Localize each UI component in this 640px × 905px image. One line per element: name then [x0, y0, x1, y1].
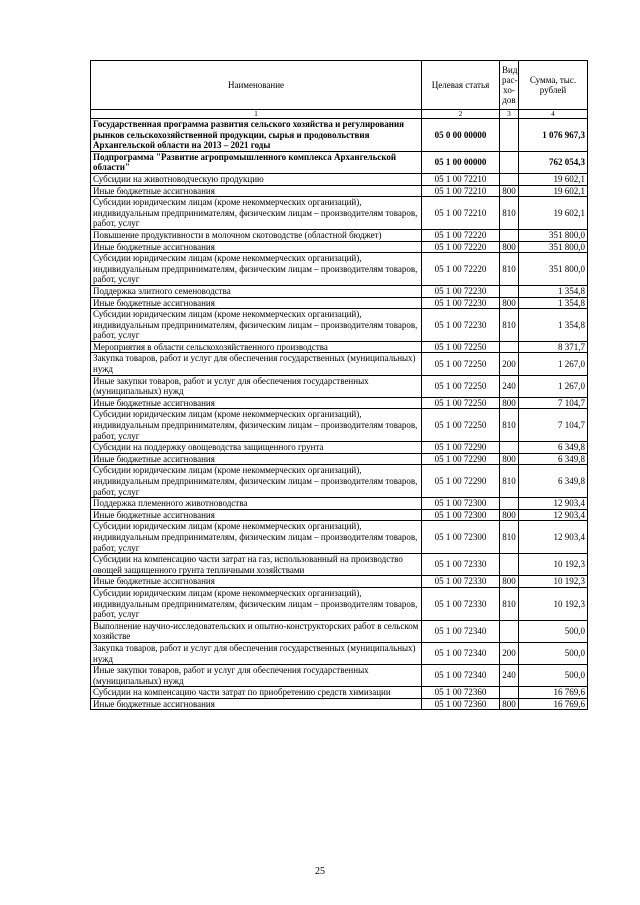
row-type [500, 173, 519, 185]
row-type [500, 151, 519, 173]
row-code: 05 1 00 72210 [422, 173, 500, 185]
row-name: Иные бюджетные ассигнования [91, 185, 422, 197]
row-name: Поддержка племенного животноводства [91, 498, 422, 510]
page-number: 25 [315, 866, 325, 877]
column-number: 3 [500, 110, 519, 119]
table-row [91, 375, 588, 397]
table-row [91, 341, 588, 353]
row-type: 800 [500, 576, 519, 588]
row-sum: 1 354,8 [519, 285, 588, 297]
table-row [91, 587, 588, 620]
header-row [91, 61, 588, 110]
table-row [91, 521, 588, 554]
row-sum: 19 602,1 [519, 173, 588, 185]
row-name: Государственная программа развития сельского хозяйства и регулирования рынков сельскохозяйственной продукции, сырья и продовольствия Архангельской области на 2013 – 2021 годы [91, 119, 422, 152]
row-code: 05 1 00 72340 [422, 620, 500, 642]
table-row [91, 309, 588, 342]
row-sum: 6 349,8 [519, 453, 588, 465]
row-name: Субсидии юридическим лицам (кроме некоммерческих организаций), индивидуальным предпринимателям, физическим лицам – производителям товаров, работ, услуг [91, 197, 422, 230]
row-code: 05 1 00 72220 [422, 253, 500, 286]
row-code: 05 1 00 72360 [422, 698, 500, 710]
row-type [500, 687, 519, 699]
row-sum: 351 800,0 [519, 253, 588, 286]
row-code: 05 1 00 72250 [422, 375, 500, 397]
table-row [91, 576, 588, 588]
table-row [91, 409, 588, 442]
row-sum: 1 267,0 [519, 375, 588, 397]
row-code: 05 1 00 72230 [422, 309, 500, 342]
row-sum: 7 104,7 [519, 397, 588, 409]
table-row [91, 442, 588, 454]
table-row [91, 698, 588, 710]
row-code: 05 1 00 72230 [422, 297, 500, 309]
row-name: Иные бюджетные ассигнования [91, 241, 422, 253]
row-name: Закупка товаров, работ и услуг для обеспечения государственных (муниципальных) нужд [91, 353, 422, 375]
row-code: 05 1 00 72250 [422, 353, 500, 375]
row-name: Субсидии юридическим лицам (кроме некоммерческих организаций), индивидуальным предпринимателям, физическим лицам – производителям товаров, работ, услуг [91, 587, 422, 620]
table-row [91, 185, 588, 197]
row-type [500, 498, 519, 510]
row-type [500, 229, 519, 241]
table-row [91, 397, 588, 409]
row-name: Иные бюджетные ассигнования [91, 297, 422, 309]
row-sum: 1 076 967,3 [519, 119, 588, 152]
row-name: Субсидии юридическим лицам (кроме некоммерческих организаций), индивидуальным предпринимателям, физическим лицам – производителям товаров, работ, услуг [91, 309, 422, 342]
table-row [91, 554, 588, 576]
row-code: 05 1 00 72290 [422, 453, 500, 465]
header-sum: Сумма, тыс. рублей [519, 61, 588, 110]
row-code: 05 1 00 72300 [422, 509, 500, 521]
row-type [500, 341, 519, 353]
row-name: Субсидии на компенсацию части затрат по приобретению средств химизации [91, 687, 422, 699]
row-name: Субсидии на животноводческую продукцию [91, 173, 422, 185]
row-name: Иные бюджетные ассигнования [91, 576, 422, 588]
row-type: 800 [500, 397, 519, 409]
row-name: Субсидии на компенсацию части затрат на газ, использованный на производство овощей защищенного грунта тепличными хозяйствами [91, 554, 422, 576]
row-name: Повышение продуктивности в молочном скотоводстве (областной бюджет) [91, 229, 422, 241]
row-type: 800 [500, 698, 519, 710]
column-number: 1 [91, 110, 422, 119]
row-code: 05 1 00 00000 [422, 151, 500, 173]
row-type: 800 [500, 509, 519, 521]
row-sum: 762 054,3 [519, 151, 588, 173]
table-row [91, 620, 588, 642]
row-type [500, 554, 519, 576]
column-number: 4 [519, 110, 588, 119]
row-sum: 500,0 [519, 665, 588, 687]
table-row [91, 453, 588, 465]
row-type [500, 285, 519, 297]
row-code: 05 1 00 72250 [422, 341, 500, 353]
row-name: Поддержка элитного семеноводства [91, 285, 422, 297]
row-code: 05 1 00 72250 [422, 409, 500, 442]
row-name: Подпрограмма "Развитие агропромышленного комплекса Архангельской области" [91, 151, 422, 173]
row-name: Субсидии юридическим лицам (кроме некоммерческих организаций), индивидуальным предпринимателям, физическим лицам – производителям товаров, работ, услуг [91, 465, 422, 498]
row-sum: 19 602,1 [519, 185, 588, 197]
table-row [91, 509, 588, 521]
row-code: 05 1 00 72250 [422, 397, 500, 409]
header-code: Целевая статья [422, 61, 500, 110]
row-code: 05 1 00 72290 [422, 465, 500, 498]
row-name: Субсидии юридическим лицам (кроме некоммерческих организаций), индивидуальным предпринимателям, физическим лицам – производителям товаров, работ, услуг [91, 409, 422, 442]
row-name: Иные бюджетные ассигнования [91, 509, 422, 521]
row-name: Субсидии юридическим лицам (кроме некоммерческих организаций), индивидуальным предпринимателям, физическим лицам – производителям товаров, работ, услуг [91, 521, 422, 554]
row-type: 800 [500, 241, 519, 253]
table-row [91, 297, 588, 309]
table-row [91, 353, 588, 375]
row-name: Иные бюджетные ассигнования [91, 453, 422, 465]
table-row [91, 229, 588, 241]
table-row [91, 119, 588, 152]
row-sum: 16 769,6 [519, 698, 588, 710]
table-row [91, 151, 588, 173]
row-name: Субсидии на поддержку овощеводства защищенного грунта [91, 442, 422, 454]
row-type: 240 [500, 665, 519, 687]
row-sum: 10 192,3 [519, 576, 588, 588]
row-type [500, 119, 519, 152]
row-code: 05 1 00 72290 [422, 442, 500, 454]
row-type: 810 [500, 309, 519, 342]
table-row [91, 253, 588, 286]
row-sum: 351 800,0 [519, 229, 588, 241]
row-code: 05 1 00 72300 [422, 498, 500, 510]
table-row [91, 241, 588, 253]
row-name: Иные бюджетные ассигнования [91, 698, 422, 710]
table-row [91, 285, 588, 297]
row-code: 05 1 00 72330 [422, 554, 500, 576]
row-type: 800 [500, 453, 519, 465]
row-sum: 500,0 [519, 642, 588, 664]
row-sum: 1 354,8 [519, 309, 588, 342]
row-sum: 6 349,8 [519, 442, 588, 454]
row-code: 05 1 00 72220 [422, 241, 500, 253]
header-name: Наименование [91, 61, 422, 110]
table-row [91, 665, 588, 687]
row-code: 05 1 00 72220 [422, 229, 500, 241]
column-number-row [91, 110, 588, 119]
row-type: 800 [500, 297, 519, 309]
table-row [91, 642, 588, 664]
row-sum: 12 903,4 [519, 521, 588, 554]
row-sum: 19 602,1 [519, 197, 588, 230]
row-sum: 500,0 [519, 620, 588, 642]
row-type: 810 [500, 253, 519, 286]
row-name: Выполнение научно-исследовательских и опытно-конструкторских работ в сельском хозяйстве [91, 620, 422, 642]
row-name: Иные закупки товаров, работ и услуг для обеспечения государственных (муниципальных) нужд [91, 665, 422, 687]
row-code: 05 1 00 72340 [422, 642, 500, 664]
row-sum: 7 104,7 [519, 409, 588, 442]
row-sum: 12 903,4 [519, 498, 588, 510]
row-type: 810 [500, 465, 519, 498]
header-type: Вид рас-хо-дов [500, 61, 519, 110]
row-type: 200 [500, 642, 519, 664]
budget-table [90, 60, 588, 710]
row-name: Иные закупки товаров, работ и услуг для обеспечения государственных (муниципальных) нужд [91, 375, 422, 397]
row-type: 240 [500, 375, 519, 397]
row-type [500, 620, 519, 642]
row-name: Субсидии юридическим лицам (кроме некоммерческих организаций), индивидуальным предпринимателям, физическим лицам – производителям товаров, работ, услуг [91, 253, 422, 286]
row-type: 810 [500, 197, 519, 230]
row-code: 05 0 00 00000 [422, 119, 500, 152]
table-row [91, 498, 588, 510]
row-code: 05 1 00 72300 [422, 521, 500, 554]
table-row [91, 173, 588, 185]
row-code: 05 1 00 72330 [422, 576, 500, 588]
row-sum: 351 800,0 [519, 241, 588, 253]
row-code: 05 1 00 72210 [422, 197, 500, 230]
row-sum: 16 769,6 [519, 687, 588, 699]
row-name: Иные бюджетные ассигнования [91, 397, 422, 409]
row-code: 05 1 00 72330 [422, 587, 500, 620]
row-type: 810 [500, 587, 519, 620]
row-name: Закупка товаров, работ и услуг для обеспечения государственных (муниципальных) нужд [91, 642, 422, 664]
row-sum: 12 903,4 [519, 509, 588, 521]
row-sum: 1 354,8 [519, 297, 588, 309]
row-type: 800 [500, 185, 519, 197]
row-type [500, 442, 519, 454]
row-type: 810 [500, 521, 519, 554]
row-code: 05 1 00 72230 [422, 285, 500, 297]
row-sum: 10 192,3 [519, 587, 588, 620]
row-sum: 1 267,0 [519, 353, 588, 375]
row-code: 05 1 00 72340 [422, 665, 500, 687]
row-code: 05 1 00 72360 [422, 687, 500, 699]
row-sum: 10 192,3 [519, 554, 588, 576]
row-sum: 8 371,7 [519, 341, 588, 353]
table-row [91, 197, 588, 230]
row-type: 200 [500, 353, 519, 375]
row-sum: 6 349,8 [519, 465, 588, 498]
table-row [91, 687, 588, 699]
row-code: 05 1 00 72210 [422, 185, 500, 197]
row-type: 810 [500, 409, 519, 442]
table-body [91, 119, 588, 710]
column-number: 2 [422, 110, 500, 119]
row-name: Мероприятия в области сельскохозяйственного производства [91, 341, 422, 353]
table-row [91, 465, 588, 498]
